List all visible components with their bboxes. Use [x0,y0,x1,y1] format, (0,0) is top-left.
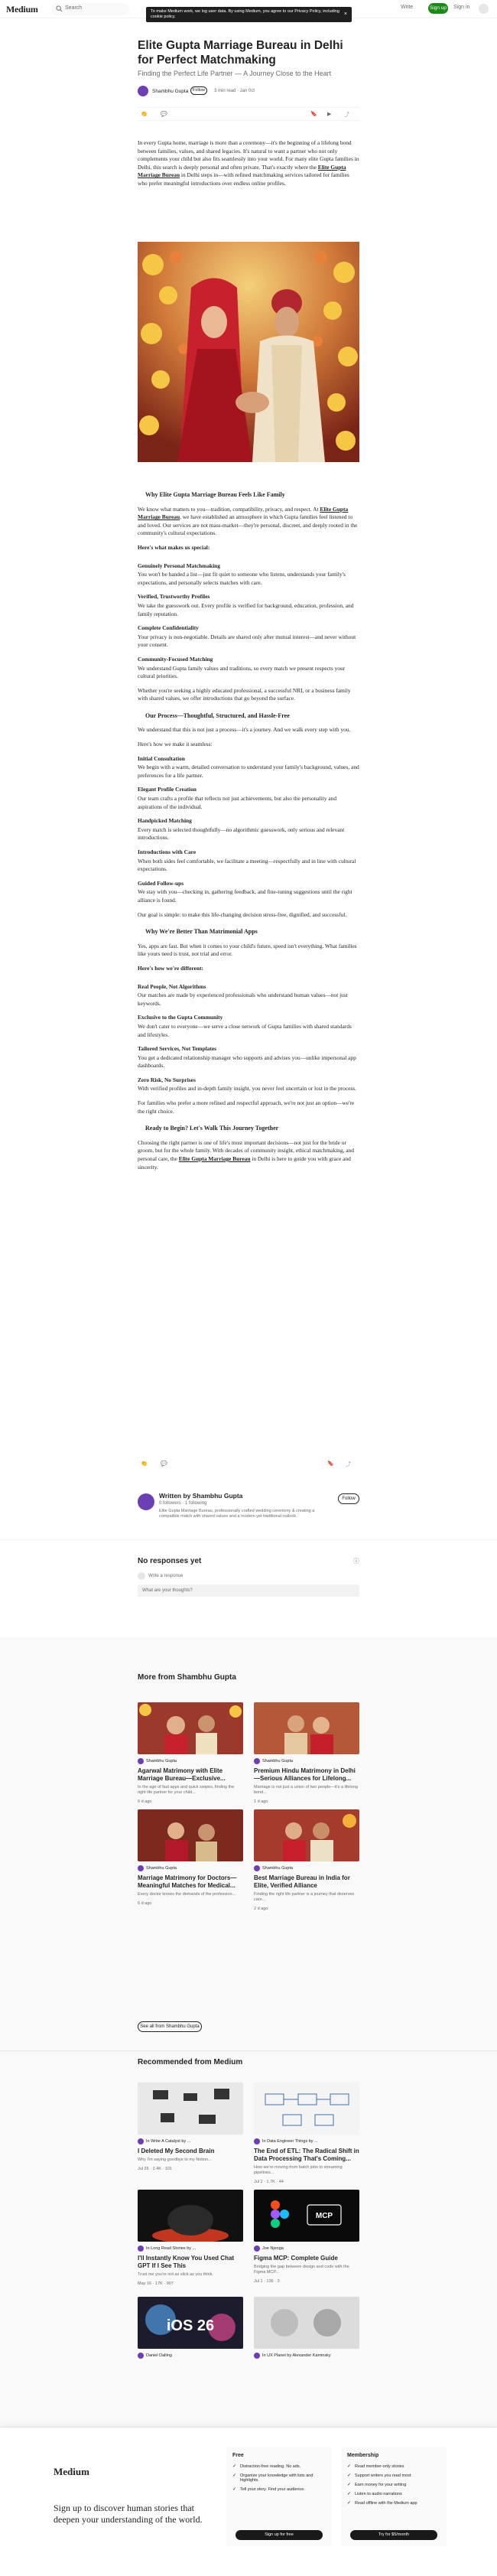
card-author: In Long Read Stories by ... [138,2246,243,2251]
step-text: Our team crafts a profile that reflects not just achievements, but also the personality and aspirations of the individual. [138,795,337,810]
card-title: Best Marriage Bureau in India for Elite, Verified Alliance [254,1874,350,1889]
wedding-photo [138,242,359,462]
see-all-button[interactable]: See all from Shambhu Gupta [138,2021,202,2032]
paragraph: We know what matters to you—tradition, compatibility, privacy, and respect. At [138,505,320,513]
plan-feature: ✓ Read member-only stories [347,2464,440,2469]
step-heading: Handpicked Matching [138,817,192,825]
diff-text: We don't cater to everyone—we serve a close network of Gupta families with shared standards and lifestyles. [138,1022,352,1038]
author-name[interactable]: Shambhu Gupta [152,89,189,94]
story-card[interactable] [138,2190,243,2286]
story-image [138,2083,243,2135]
card-title: I'll Instantly Know You Used Chat GPT If I See This [138,2255,235,2269]
paragraph: Yes, apps are fast. But when it comes to your child's future, speed isn't everything. What families like yours need is trust, not trial and error. [138,942,357,958]
card-author: Daniel Dalling [138,2353,243,2358]
card-meta: May 16 · 17K · 907 [138,2281,174,2286]
story-card[interactable] [254,2297,359,2358]
intro-text [138,139,359,194]
plan-label: Free [232,2453,244,2458]
card-desc: Bridging the gap between design and code with the Figma MCP... [254,2265,349,2275]
feature-heading: Complete Confidentiality [138,624,199,632]
close-icon[interactable]: × [343,11,347,17]
card-desc: Marriage is not just a union of two people—it's a lifelong bond... [254,1785,358,1795]
search-input[interactable] [51,3,129,15]
ios-label: iOS 26 [166,2317,215,2334]
story-card[interactable] [138,2083,243,2171]
signup-button[interactable]: Sign up [428,3,448,14]
diff-heading: Exclusive to the Gupta Community [138,1014,223,1021]
cookie-banner-text: To make Medium work, we log user data. By using Medium, you agree to our Privacy Policy, including cookie policy. [151,9,339,19]
card-author: Shambhu Gupta [254,1759,359,1763]
responses-title: No responses yet [138,1557,202,1565]
card-meta: Jul 2 · 1.7K · 44 [254,2180,284,2184]
info-icon[interactable]: ⓘ [353,1558,359,1565]
follower-count: 0 followers · 1 following [159,1501,207,1506]
plan-feature: ✓ Earn money for your writing [347,2483,440,2487]
free-plan [226,2447,332,2546]
paragraph: Whether you're seeking a highly educated professional, a successful NRI, or a business family with shared values, we offer introductions that go beyond the surface. [138,686,351,702]
plan-feature: ✓ Tell your story. Find your audience. [232,2487,326,2492]
response-user: Write a response [148,1574,184,1578]
feature-text: You won't be handed a list—just fit quiet to someone who listens, understands your family's expectations, and personally selects matches with care. [138,571,346,586]
action-bar-bottom [138,1457,359,1471]
bookmark-icon[interactable]: 🔖 [310,112,317,117]
share-icon[interactable]: ⤴ [346,1462,351,1467]
section-heading: Ready to Begin? Let's Walk This Journey Together [145,1125,279,1132]
story-image [138,1809,243,1861]
section-heading: Why Elite Gupta Marriage Bureau Feels Like Family [145,491,285,498]
story-image [254,2190,359,2242]
divider [0,2050,497,2051]
step-heading: Guided Follow-ups [138,879,184,887]
hero-wedding-image [138,242,359,462]
story-card[interactable] [254,1809,359,1911]
article-link[interactable]: Elite Gupta Marriage Bureau [138,505,349,521]
article-title: Elite Gupta Marriage Bureau in Delhi for Perfect Matchmaking [138,39,343,67]
search-placeholder: Search [65,5,83,11]
write-button[interactable]: Write [401,5,414,10]
card-desc: Finding the right life partner is a journey that deserves care... [254,1892,355,1902]
story-card[interactable] [254,1702,359,1804]
story-image [254,2297,359,2349]
card-desc: How we're moving from batch jobs to streaming pipelines... [254,2165,343,2175]
diff-heading: Real People, Not Algorithms [138,982,206,990]
card-title: The End of ETL: The Radical Shift in Data Processing That's Coming... [254,2148,359,2162]
card-title: Figma MCP: Complete Guide [254,2255,338,2262]
card-desc: In the age of fast apps and quick swipes, finding the right life partner for your child... [138,1785,235,1795]
card-desc: Why I'm saying goodbye to my Notion... [138,2158,212,2162]
step-text: Every match is selected thoughtfully—no algorithmic guesswork, only serious and relevant introductions. [138,826,345,842]
story-image [254,2083,359,2135]
paragraph: , we have established an atmosphere in which Gupta families feel listened to and loved. Our services are not mass-market—they're personal, discreet, and deeply rooted in the community's cultural expectations. [138,513,358,537]
membership-button[interactable]: Try for $5/month [350,2530,437,2540]
story-image [254,1702,359,1754]
story-image [138,1702,243,1754]
signup-overlay [0,2427,497,2576]
follow-button[interactable]: Follow [190,86,207,95]
step-heading: Elegant Profile Creation [138,786,197,793]
article-body [138,482,359,1177]
responses-section [138,1557,359,1603]
section-heading: Why We're Better Than Matrimonial Apps [145,928,258,936]
comment-icon[interactable]: 💬 [161,112,167,117]
more-from-title: More from Shambhu Gupta [138,1673,236,1682]
card-meta: 2 d ago [254,1907,268,1911]
story-card[interactable] [138,1809,243,1906]
subheading: Here's what makes us special: [138,543,210,551]
intro-link[interactable]: Elite Gupta Marriage Bureau [138,163,346,179]
user-avatar [138,1572,145,1580]
step-text: We begin with a warm, detailed conversation to understand your family's background, values, and preferences for a life partner. [138,764,359,779]
diff-heading: Zero Risk, No Surprises [138,1076,196,1083]
card-author: In UX Planet by Alexander Kaminsky [254,2353,359,2358]
card-title: Premium Hindu Matrimony in Delhi —Serious Alliances for Lifelong... [254,1767,356,1782]
diff-text: You get a dedicated relationship manager who supports and advises you—unlike impersonal app dashboards. [138,1054,356,1070]
card-title: Marriage Matrimony for Doctors—Meaningful Matches for Medical... [138,1874,237,1889]
article-link[interactable]: Elite Gupta Marriage Bureau [178,1155,251,1163]
membership-plan [341,2447,447,2546]
author-row [138,86,359,98]
paragraph: Our goal is simple: to make this life-changing decision stress-free, dignified, and successful. [138,910,347,918]
clap-icon[interactable]: 👏 [141,112,148,117]
paragraph: We understand that this is not just a process—it's a journey. And we walk every step with you. [138,726,351,734]
share-icon[interactable]: ⤴ [344,112,349,118]
card-author: Joe Njenga [254,2246,359,2251]
feature-heading: Community-Focused Matching [138,655,213,663]
comment-icon[interactable]: 💬 [161,1461,167,1467]
card-author: In Write A Catalyst by ... [138,2139,243,2144]
step-heading: Introductions with Care [138,848,197,855]
card-meta: Jul 26 · 2.4K · 101 [138,2167,172,2171]
clap-icon[interactable]: 👏 [141,1461,148,1467]
signin-link[interactable]: Sign in [453,5,470,10]
response-input[interactable]: What are your thoughts? [138,1584,359,1597]
listen-icon[interactable]: ▶ [327,112,332,117]
bookmark-icon[interactable]: 🔖 [327,1461,334,1467]
story-image [254,1809,359,1861]
step-text: We stay with you—checking in, gathering feedback, and fine-tuning suggestions until the right alliance is found. [138,888,352,904]
paragraph: in Delhi is here to guide you with grace and sincerity. [138,1155,351,1171]
plan-feature: ✓ Read offline with the Medium app [347,2501,440,2506]
action-bar-top [138,107,359,121]
intro-text-b: in Delhi steps in—with refined matchmaking services tailored for families who prefer meaningful introductions over endless online profiles. [138,171,349,187]
story-card[interactable] [138,1702,243,1804]
user-avatar-icon[interactable] [479,4,489,14]
author-bio: Elite Gupta Marriage Bureau, professionally crafted wedding ceremony & creating a compatible match with shared values and a modern yet traditional outlook. [159,1509,315,1519]
card-title: I Deleted My Second Brain [138,2148,215,2154]
step-heading: Initial Consultation [138,754,185,762]
signup-free-button[interactable]: Sign up for free [236,2530,323,2540]
paragraph: Here's how we make it seamless: [138,741,213,748]
feature-heading: Genuinely Personal Matchmaking [138,562,220,569]
diff-text: Our matches are made by experienced professionals who understand human values—not just keywords. [138,992,348,1007]
feature-text: We understand Gupta family values and traditions, so every match we present respects your cultural priorities. [138,664,346,680]
story-image [138,2297,243,2349]
plan-label: Membership [347,2453,379,2458]
paragraph: Choosing the right partner is one of life's most important decisions—not just for the bride or groom, but for the whole family. With decades of community insight, ethical matchmaking, and personal care, the [138,1138,354,1163]
subheading: Here's how we're different: [138,964,203,972]
feature-text: We take the guesswork out. Every profile is verified for background, education, profession, and family reputation. [138,601,354,617]
story-card[interactable] [138,2297,243,2358]
author-avatar[interactable] [138,1493,154,1510]
card-title: Agarwal Matrimony with Elite Marriage Bureau—Exclusive... [138,1767,226,1782]
diff-heading: Tailored Services, Not Templates [138,1045,217,1053]
mcp-label: MCP [315,2212,333,2220]
plan-feature: ✓ Distraction-free reading. No ads. [232,2464,326,2469]
cookie-banner [146,7,352,22]
section-heading: Our Process—Thoughtful, Structured, and Hassle-Free [145,712,290,719]
story-image [138,2190,243,2242]
card-author: Shambhu Gupta [254,1866,359,1871]
story-card[interactable] [254,2190,359,2284]
paragraph: For families who prefer a more refined and respectful approach, we're not just an option—we're the right choice. [138,1099,355,1115]
medium-logo: Medium [54,2466,89,2477]
article-subtitle: Finding the Perfect Life Partner — A Journey Close to the Heart [138,70,332,77]
divider [0,1539,497,1540]
written-by-section [138,1490,359,1521]
step-text: When both sides feel comfortable, we facilitate a meeting—respectfully and in line with cultural expectations. [138,857,356,873]
recommended-title: Recommended from Medium [138,2058,243,2066]
plan-feature: ✓ Listen to audio narrations [347,2492,440,2496]
diff-text: With verified profiles and in-depth family insight, you never feel uncertain or lost in the process. [138,1085,357,1093]
story-card[interactable] [254,2083,359,2184]
card-author: Shambhu Gupta [138,1759,243,1763]
written-by-name[interactable]: Written by Shambhu Gupta [159,1492,243,1500]
feature-heading: Verified, Trustworthy Profiles [138,593,210,601]
more-from-container [138,1673,359,2029]
plan-feature: ✓ Support writers you read most [347,2473,440,2478]
card-desc: Every doctor knows the demands of the profession... [138,1892,236,1897]
feature-text: Your privacy is non-negotiable. Details are shared only after mutual interest—and never without your consent. [138,633,356,649]
medium-logo[interactable]: Medium [6,4,38,15]
card-meta: 1 d ago [254,1799,268,1804]
author-avatar[interactable] [138,86,148,96]
card-author: Shambhu Gupta [138,1866,243,1871]
recommended-container [138,2058,359,2358]
card-meta: Jul 1 · 136 · 3 [254,2279,280,2284]
card-desc: Trust me you're not as slick as you think. [138,2272,213,2277]
card-meta: 6 d ago [138,1799,152,1804]
follow-button[interactable]: Follow [338,1493,359,1504]
article-meta: 3 min read · Jan 0ct [214,89,255,93]
overlay-title: Sign up to discover human stories that deepen your understanding of the world. [54,2503,203,2525]
intro-text-a: In every Gupta home, marriage is more than a ceremony—it's the beginning of a lifelong bond between families, values, and shared legacies. It's natural to want a partner who not only complements your child but also fits seamlessly into your world. For many elite Gupta families in Delhi, this search is deeply personal and often private. That's exactly where the [138,139,359,171]
card-author: In Data Engineer Things by ... [254,2139,359,2144]
plan-feature: ✓ Organize your knowledge with lists and highlights. [232,2473,326,2483]
search-icon [56,5,63,12]
card-meta: 6 d ago [138,1901,152,1906]
